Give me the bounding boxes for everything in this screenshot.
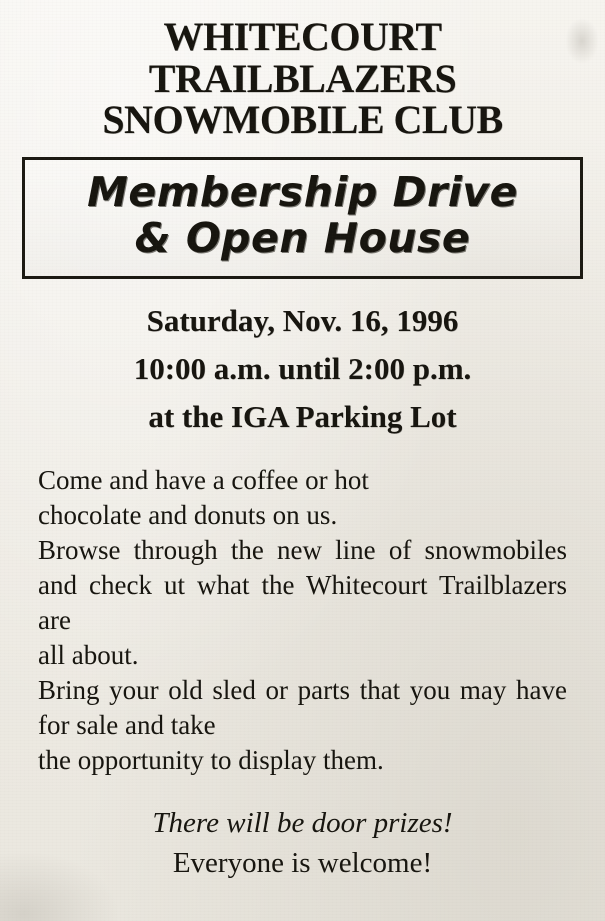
- body-paragraph-1: [38, 463, 567, 533]
- body-paragraph-1-last: chocolate and donuts on us.: [38, 499, 338, 530]
- event-location: at the IGA Parking Lot: [148, 398, 457, 434]
- body-paragraph-1-main: Come and have a coffee or hot: [38, 464, 369, 495]
- closing-lines: [14, 805, 591, 884]
- body-paragraph-3-main: Bring your old sled or parts that you may have for sale and take: [38, 675, 567, 741]
- club-name-heading: [14, 0, 591, 141]
- event-date: Saturday, Nov. 16, 1996: [146, 302, 459, 338]
- club-name-line-1: WHITECOURT TRAILBLAZERS: [148, 14, 457, 101]
- body-paragraph-2: [38, 533, 567, 673]
- body-copy: [14, 463, 591, 779]
- door-prizes-line: There will be door prizes!: [152, 806, 453, 839]
- body-paragraph-3: [38, 673, 567, 778]
- event-details: [14, 297, 591, 441]
- headline-banner: [22, 157, 583, 279]
- headline-line-1: Membership Drive: [87, 167, 518, 216]
- body-paragraph-3-last: the opportunity to display them.: [38, 745, 384, 776]
- headline-line-2: & Open House: [134, 213, 471, 262]
- event-time: 10:00 a.m. until 2:00 p.m.: [133, 350, 472, 386]
- body-paragraph-2-last: all about.: [38, 640, 139, 671]
- club-name-line-2: SNOWMOBILE CLUB: [102, 97, 503, 143]
- welcome-line: Everyone is welcome!: [172, 847, 433, 880]
- body-paragraph-2-main: Browse through the new line of snowmobiles and check ut what the Whitecourt Trailblazers are: [38, 534, 567, 636]
